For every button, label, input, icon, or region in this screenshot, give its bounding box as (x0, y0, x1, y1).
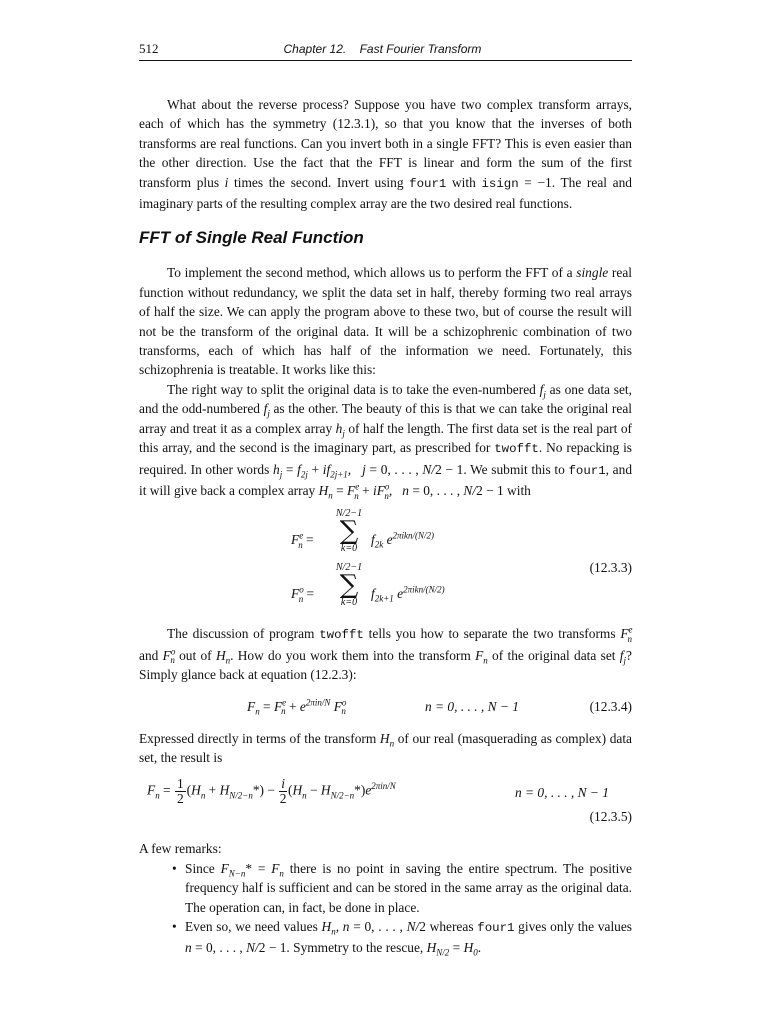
document-page (139, 40, 632, 958)
remarks-heading: A few remarks: (139, 841, 222, 857)
paragraph-twofft-discussion: The discussion of program twofft tells you how to separate the two transforms $F^e_n$ and $F^o_n$ out of $H_n$. How do you work them into the transform $F_n$ of the original data set $f_j$? Simply glance back at equation (12.2.3): (139, 624, 633, 683)
running-header (139, 40, 632, 61)
page-number: 512 (139, 41, 159, 56)
equation-12-3-3: $F^e_n$ = N/2−1 ∑ k=0 $f_{2k}$ $e^{2\pi ikn/(N/2)}$ N/2−1 ∑ k=0 $F^o_n$ = $f_{2k+1}$ $e^{2\pi ikn/(N/2)}$ (12.3.3) (291, 508, 632, 609)
section-title: FFT of Single Real Function (139, 228, 364, 248)
list-item: • Since $F_{N-n}* = F_n$ there is no point in saving the entire spectrum. The positive frequency half is sufficient and can be stored in the same array as the original data. The operation can, in fact, be done in place. (185, 859, 632, 917)
remarks-list (139, 859, 632, 958)
paragraph-single-real-function: To implement the second method, which allows us to perform the FFT of a single real function without redundancy, we split the data set in half, thereby forming two real arrays of half the size. We can apply the program above to these two, but of course the result will not be the transform of the original data. It will be a schizophrenic combination of two transforms, each of which has half of the information we need. Fortunately, this schizophrenia is treatable. It works like this: (139, 265, 632, 378)
list-item: • Even so, we need values $H_n$, n = 0, . . . , N/2 whereas four1 gives only the values n = 0, . . . , N/2 − 1. Symmetry to the rescue, $H_{N/2} = H_0$. (185, 917, 632, 958)
paragraph-expressed: Expressed directly in terms of the transform $H_n$ of our real (masquerading as complex) data set, the result is (139, 730, 632, 765)
inline-equation-hj: $h_j = f_{2j} + if_{2j+1}$, j = 0, . . . , N/2 − 1 (273, 461, 464, 480)
chapter-heading: Chapter 12. Fast Fourier Transform (283, 42, 482, 56)
equation-number: (12.3.3) (589, 560, 632, 576)
equation-12-3-4: $F_n = F^e_n + e^{2\pi in/N}$ $F^o_n$ n = 0, . . . , N − 1 (12.3.4) (247, 697, 632, 717)
inline-equation-hn: $H_n = F^e_n + iF^o_n$, n = 0, . . . , N/2 − 1 (318, 481, 504, 501)
equation-12-3-5: $F_n$ = $\frac{1}{2}$ $(H_n + H_{N/2-n}*)$ − $\frac{i}{2}$ $(H_n - H_{N/2-n}*)e^{2\pi in/N}$ n = 0, . . . , N − 1 (12.3.5) (147, 776, 632, 825)
paragraph-reverse-process: What about the reverse process? Suppose you have two complex transform arrays, each of which has the symmetry (12.3.1), so that you know that the inverses of both transforms are real functions. Can you invert both in a single FFT? This is even easier than the other direction. Use the fact that the FFT is linear and form the sum of the first transform plus i times the second. Invert using four1 with isign = −1. The real and imaginary parts of the resulting complex array are the two desired real functions. (139, 97, 632, 212)
paragraph-split-data: The right way to split the original data is to take the even-numbered $f_j$ as one data set, and the odd-numbered $f_j$ as the other. The beauty of this is that we can take the original real array and treat it as a complex array $h_j$ of half the length. The first data set is the real part of this array, and the second is the imaginary part, as prescribed for twofft. No repacking is required. In other words $h_j = f_{2j} + if_{2j+1}$, j = 0, . . . , N/2 − 1. We submit this to four1, and it will give back a complex array $H_n = F^e_n + iF^o_n$, n = 0, . . . , N/2 − 1 with (139, 381, 633, 501)
